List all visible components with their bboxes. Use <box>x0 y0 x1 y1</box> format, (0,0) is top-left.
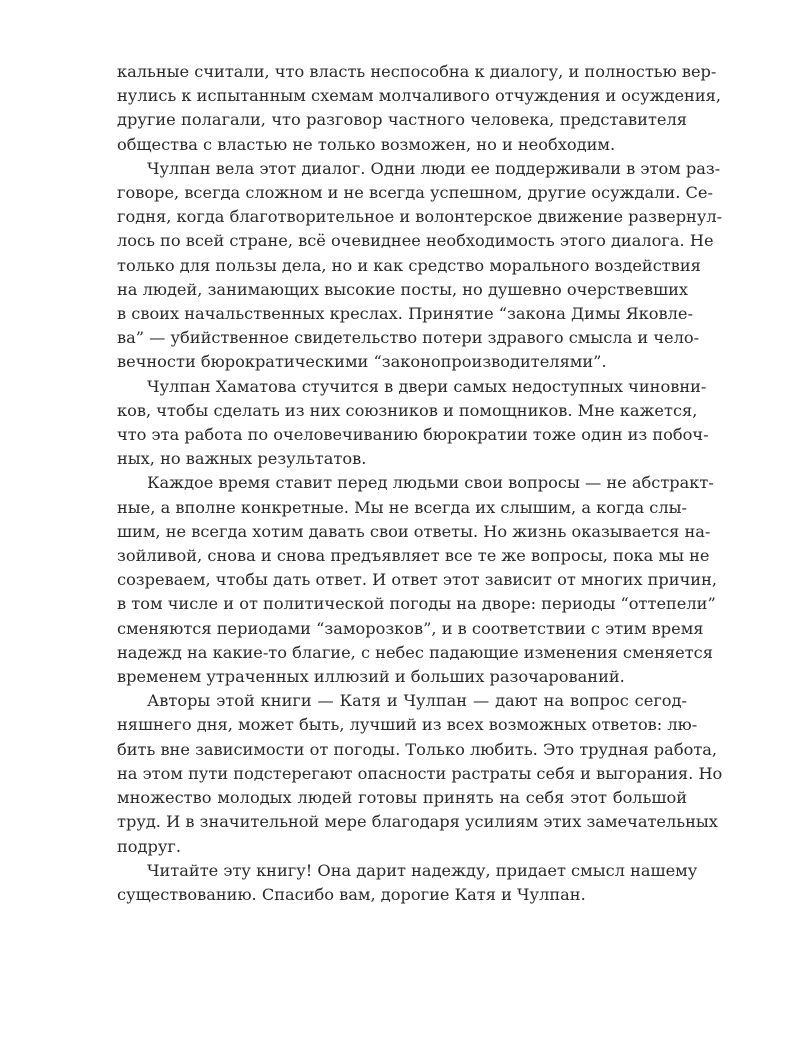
text-line: на людей, занимающих высокие посты, но душевно очерствевших <box>117 279 689 299</box>
paragraph <box>117 471 718 689</box>
text-line: ков, чтобы сделать из них союзников и помощников. Мне кажется, <box>117 400 698 420</box>
text-line: только для пользы дела, но и как средство морального воздействия <box>117 255 701 275</box>
text-line: Авторы этой книги — Катя и Чулпан — дают на вопрос сегод- <box>147 691 687 711</box>
paragraph <box>117 859 698 907</box>
text-line: ва” — убийственное свидетельство потери здравого смысла и чело- <box>117 328 700 348</box>
paragraph <box>117 689 723 858</box>
text-line: множество молодых людей готовы принять на себя этот большой <box>117 788 687 808</box>
text-line: подруг. <box>117 836 182 856</box>
text-line: кальные считали, что власть неспособна к диалогу, и полностью вер- <box>117 62 717 81</box>
text-line: няшнего дня, может быть, лучший из всех возможных ответов: лю- <box>117 715 698 735</box>
text-line: ных, но важных результатов. <box>117 449 367 469</box>
text-line: годня, когда благотворительное и волонтерское движение развернул- <box>117 207 723 227</box>
text-line: лось по всей стране, всё очевиднее необходимость этого диалога. Не <box>117 231 714 251</box>
text-line: на этом пути подстерегают опасности растраты себя и выгорания. Но <box>117 763 723 783</box>
paragraph <box>117 157 723 375</box>
text-line: говоре, всегда сложном и не всегда успешном, другие осуждали. Се- <box>117 183 713 203</box>
text-line: другие полагали, что разговор частного человека, представителя <box>117 110 687 130</box>
text-line: ные, а вполне конкретные. Мы не всегда их слышим, а когда слы- <box>117 497 687 517</box>
text-line: Чулпан Хаматова стучится в двери самых недоступных чиновни- <box>147 376 707 396</box>
text-line: временем утраченных иллюзий и больших разочарований. <box>117 667 625 687</box>
text-line: сменяются периодами “заморозков”, и в соответствии с этим время <box>117 618 704 638</box>
text-line: в том числе и от политической погоды на дворе: периоды “оттепели” <box>117 594 716 614</box>
text-line: в своих начальственных креслах. Принятие “закона Димы Яковле- <box>117 304 693 324</box>
text-line: надежд на какие-то благие, с небес падающие изменения сменяется <box>117 642 713 662</box>
text-line: шим, не всегда хотим давать свои ответы. Но жизнь оказывается на- <box>117 521 711 541</box>
text-line: вечности бюрократическими “законопроизводителями”. <box>117 352 607 372</box>
text-line: созреваем, чтобы дать ответ. И ответ этот зависит от многих причин, <box>117 570 718 590</box>
text-line: труд. И в значительной мере благодаря усилиям этих замечательных <box>117 812 718 832</box>
paragraph <box>117 375 709 472</box>
text-line: Каждое время ставит перед людьми свои вопросы — не абстракт- <box>147 473 714 493</box>
text-line: что эта работа по очеловечиванию бюрократии тоже один из побоч- <box>117 425 709 445</box>
text-line: Чулпан вела этот диалог. Одни люди ее поддерживали в этом раз- <box>147 158 721 178</box>
text-line: общества с властью не только возможен, но и необходим. <box>117 134 616 154</box>
text-line: существованию. Спасибо вам, дорогие Катя и Чулпан. <box>117 884 586 904</box>
page-body <box>117 60 723 907</box>
text-line: зойливой, снова и снова предъявляет все те же вопросы, пока мы не <box>117 546 710 566</box>
text-line: Читайте эту книгу! Она дарит надежду, придает смысл нашему <box>147 860 698 880</box>
text-line: бить вне зависимости от погоды. Только любить. Это трудная работа, <box>117 739 718 759</box>
text-line: нулись к испытанным схемам молчаливого отчуждения и осуждения, <box>117 86 721 106</box>
paragraph <box>117 60 721 157</box>
